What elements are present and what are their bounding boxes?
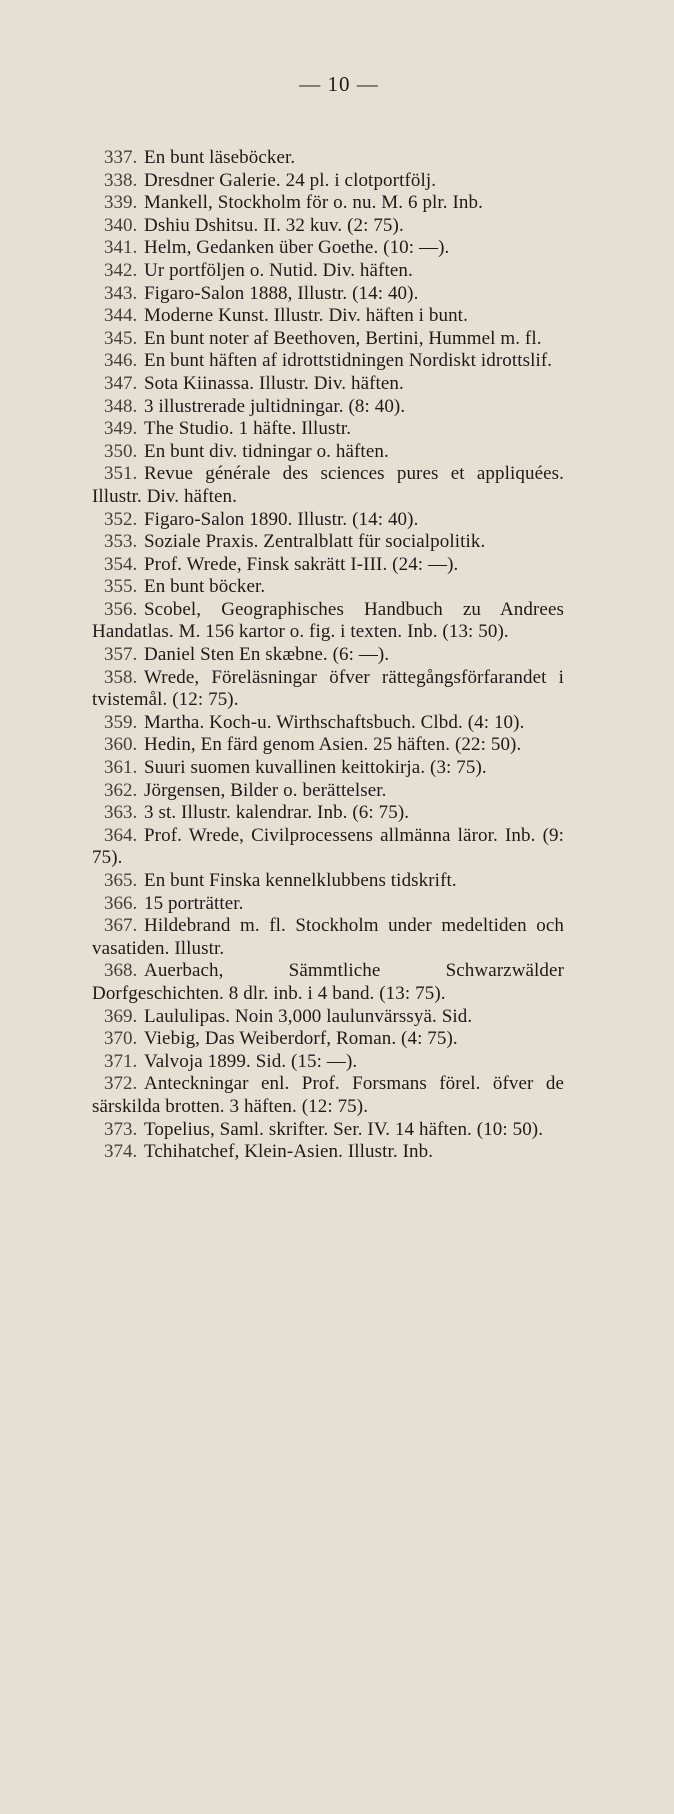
- entry-text: En bunt div. tidningar o. häften.: [144, 440, 389, 462]
- entry-text: En bunt Finska kennelklubbens tidskrift.: [144, 870, 457, 891]
- entry-number: 367.: [104, 915, 138, 937]
- entry-text: The Studio. 1 häfte. Illustr.: [144, 418, 352, 440]
- entry-text: Laululipas. Noin 3,000 laulunvärssyä. Sid.: [144, 1005, 473, 1027]
- entry-number: 340.: [104, 214, 138, 236]
- entry-number: 358.: [104, 666, 138, 688]
- catalog-entry: [92, 1006, 564, 1029]
- catalog-entry: [92, 825, 564, 870]
- catalog-entry: [92, 802, 564, 825]
- entry-text: Soziale Praxis. Zentralblatt für socialpolitik.: [144, 531, 486, 553]
- catalog-entry: [92, 192, 564, 215]
- entry-text: Sota Kiinassa. Illustr. Div. häften.: [144, 372, 404, 394]
- entry-number: 361.: [104, 757, 138, 779]
- entry-number: 374.: [104, 1141, 138, 1163]
- entry-text: Topelius, Saml. skrifter. Ser. IV. 14 häften. (10: 50).: [144, 1118, 544, 1140]
- entry-text: En bunt noter af Beethoven, Bertini, Hummel m. fl.: [144, 327, 542, 349]
- entry-text: Jörgensen, Bilder o. berättelser.: [144, 779, 387, 801]
- entry-number: 359.: [104, 711, 138, 733]
- entry-text: En bunt böcker.: [144, 576, 266, 598]
- entry-number: 343.: [104, 282, 138, 304]
- entry-text: 3 illustrerade jultidningar. (8: 40).: [144, 395, 406, 417]
- entry-text: Prof. Wrede, Finsk sakrätt I-III. (24: —).: [144, 553, 459, 575]
- entry-number: 360.: [104, 734, 138, 756]
- catalog-entry: [92, 576, 564, 599]
- entry-number: 338.: [104, 169, 138, 191]
- entry-number: 337.: [104, 147, 138, 168]
- entry-number: 362.: [104, 779, 138, 801]
- entry-number: 351.: [104, 463, 138, 485]
- catalog-entry: [92, 599, 564, 644]
- entry-text: Dresdner Galerie. 24 pl. i clotportfölj.: [144, 169, 437, 191]
- entry-text: Suuri suomen kuvallinen keittokirja. (3: 75).: [144, 757, 487, 779]
- entry-number: 366.: [104, 892, 138, 914]
- catalog-entry: [92, 170, 564, 193]
- catalog-entry: [92, 463, 564, 508]
- entry-text: Prof. Wrede, Civilprocessens allmänna läror. Inb. (9: 75).: [92, 824, 564, 869]
- entry-number: 373.: [104, 1118, 138, 1140]
- entry-number: 364.: [104, 824, 138, 846]
- catalog-entry: [92, 712, 564, 735]
- entry-text: Anteckningar enl. Prof. Forsmans förel. öfver de särskilda brotten. 3 häften. (12: 75).: [92, 1073, 564, 1117]
- entry-number: 341.: [104, 237, 138, 259]
- catalog-entry: [92, 734, 564, 757]
- entry-text: En bunt häften af idrottstidningen Nordiskt idrottslif.: [144, 350, 553, 372]
- entry-number: 350.: [104, 440, 138, 462]
- catalog-entry: [92, 780, 564, 803]
- entry-text: Figaro-Salon 1888, Illustr. (14: 40).: [144, 282, 419, 304]
- entry-number: 355.: [104, 576, 138, 598]
- catalog-entry: [92, 305, 564, 328]
- entry-number: 370.: [104, 1028, 138, 1050]
- catalog-entry: [92, 554, 564, 577]
- entry-number: 347.: [104, 372, 138, 394]
- catalog-entry: [92, 373, 564, 396]
- entry-number: 348.: [104, 395, 138, 417]
- entry-text: Tchihatchef, Klein-Asien. Illustr. Inb.: [144, 1141, 434, 1163]
- entry-number: 352.: [104, 508, 138, 530]
- catalog-entry: [92, 667, 564, 712]
- entry-text: Auerbach, Sämmtliche Schwarzwälder Dorfgeschichten. 8 dlr. inb. i 4 band. (13: 75).: [92, 960, 564, 1004]
- entry-text: Scobel, Geographisches Handbuch zu Andrees Handatlas. M. 156 kartor o. fig. i texten. Inb. (13: 50).: [92, 598, 564, 643]
- entry-number: 349.: [104, 418, 138, 440]
- catalog-entry: [92, 1051, 564, 1074]
- catalog-entry: [92, 283, 564, 306]
- entry-number: 357.: [104, 644, 138, 666]
- entry-number: 353.: [104, 531, 138, 553]
- entry-text: Figaro-Salon 1890. Illustr. (14: 40).: [144, 508, 419, 530]
- catalog-entry: [92, 215, 564, 238]
- entry-text: Moderne Kunst. Illustr. Div. häften i bunt.: [144, 305, 468, 327]
- entry-text: Martha. Koch-u. Wirthschaftsbuch. Clbd. (4: 10).: [144, 711, 525, 733]
- entry-text: Wrede, Föreläsningar öfver rättegångsförfarandet i tvistemål. (12: 75).: [92, 666, 564, 711]
- entry-text: Ur portföljen o. Nutid. Div. häften.: [144, 259, 413, 281]
- catalog-entry: [92, 644, 564, 667]
- entry-text: Valvoja 1899. Sid. (15: —).: [144, 1050, 358, 1072]
- catalog-entry: [92, 757, 564, 780]
- entry-number: 371.: [104, 1050, 138, 1072]
- entry-number: 344.: [104, 305, 138, 327]
- catalog-entry: [92, 960, 564, 1005]
- catalog-entry: [92, 1073, 564, 1118]
- entry-number: 339.: [104, 192, 138, 214]
- catalog-entry: [92, 237, 564, 260]
- catalog-entry: [92, 1028, 564, 1051]
- catalog-entry: [92, 1141, 564, 1164]
- entry-text: Dshiu Dshitsu. II. 32 kuv. (2: 75).: [144, 214, 404, 236]
- entry-text: 15 porträtter.: [144, 892, 244, 914]
- catalog-entry: [92, 350, 564, 373]
- entry-number: 369.: [104, 1005, 138, 1027]
- entry-text: Daniel Sten En skæbne. (6: —).: [144, 644, 390, 666]
- entry-text: Mankell, Stockholm för o. nu. M. 6 plr. Inb.: [144, 192, 483, 214]
- catalog-entry: [92, 509, 564, 532]
- entry-number: 354.: [104, 553, 138, 575]
- catalog-entry: [92, 870, 564, 893]
- entry-number: 368.: [104, 960, 138, 982]
- entry-number: 356.: [104, 598, 138, 620]
- entry-text: Hildebrand m. fl. Stockholm under medeltiden och vasatiden. Illustr.: [92, 915, 564, 959]
- entry-number: 372.: [104, 1073, 138, 1095]
- entry-text: Viebig, Das Weiberdorf, Roman. (4: 75).: [144, 1028, 458, 1050]
- catalog-entries: [92, 147, 564, 1164]
- entry-text: Helm, Gedanken über Goethe. (10: —).: [144, 237, 450, 259]
- catalog-entry: [92, 147, 564, 170]
- entry-number: 346.: [104, 350, 138, 372]
- entry-number: 363.: [104, 802, 138, 824]
- entry-text: Hedin, En färd genom Asien. 25 häften. (22: 50).: [144, 734, 522, 756]
- entry-number: 342.: [104, 259, 138, 281]
- catalog-entry: [92, 1119, 564, 1142]
- catalog-entry: [92, 915, 564, 960]
- entry-text: Revue générale des sciences pures et appliquées. Illustr. Div. häften.: [92, 463, 564, 507]
- catalog-entry: [92, 260, 564, 283]
- entry-number: 365.: [104, 870, 138, 891]
- entry-text: 3 st. Illustr. kalendrar. Inb. (6: 75).: [144, 802, 410, 824]
- catalog-entry: [92, 531, 564, 554]
- catalog-entry: [92, 418, 564, 441]
- entry-number: 345.: [104, 327, 138, 349]
- catalog-entry: [92, 893, 564, 916]
- catalog-entry: [92, 441, 564, 464]
- entry-text: En bunt läseböcker.: [144, 147, 296, 168]
- catalog-entry: [92, 328, 564, 351]
- page-number: — 10 —: [299, 72, 379, 96]
- catalog-entry: [92, 396, 564, 419]
